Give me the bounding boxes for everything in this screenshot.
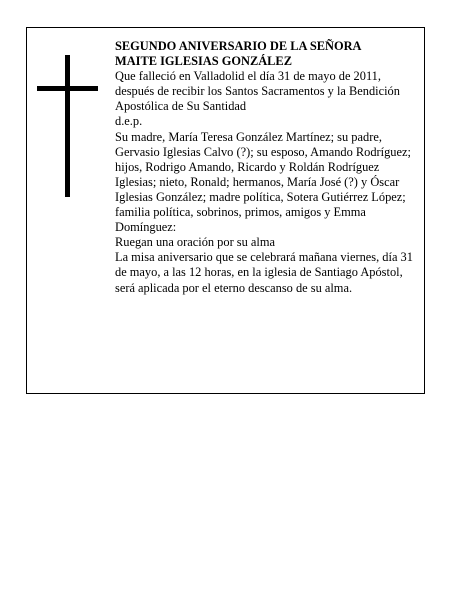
rip-abbreviation: d.e.p. [115,114,143,129]
family-list: Su madre, María Teresa González Martínez; su padre, Gervasio Iglesias Calvo (?); su esposo, Amando Rodríguez; hijos, Rodrigo Amando, Ricardo y Roldán Rodríguez Iglesias; nieto, Ronald; hermanos, María José (?) y Óscar Iglesias González; madre política, Sotera Gutiérrez López; familia política, sobrinos, primos, amigos y Emma Domínguez: [115,129,411,235]
mass-info: La misa aniversario que se celebrará mañana viernes, día 31 de mayo, a las 12 horas, en la iglesia de Santiago Apóstol, será aplicada por el eterno descanso de su alma. [115,250,413,295]
notice-text [115,39,420,296]
death-info: Que falleció en Valladolid el día 31 de mayo de 2011, después de recibir los Santos Sacramentos y la Bendición Apostólica de Su Santidad [115,69,400,114]
cross-icon-horizontal-bar [37,86,98,91]
notice-title-line-2: MAITE IGLESIAS GONZÁLEZ [115,54,292,69]
cross-icon-vertical-bar [65,55,70,197]
obituary-notice [26,27,425,394]
notice-title-line-1: SEGUNDO ANIVERSARIO DE LA SEÑORA [115,39,362,53]
prayer-request: Ruegan una oración por su alma [115,235,275,250]
